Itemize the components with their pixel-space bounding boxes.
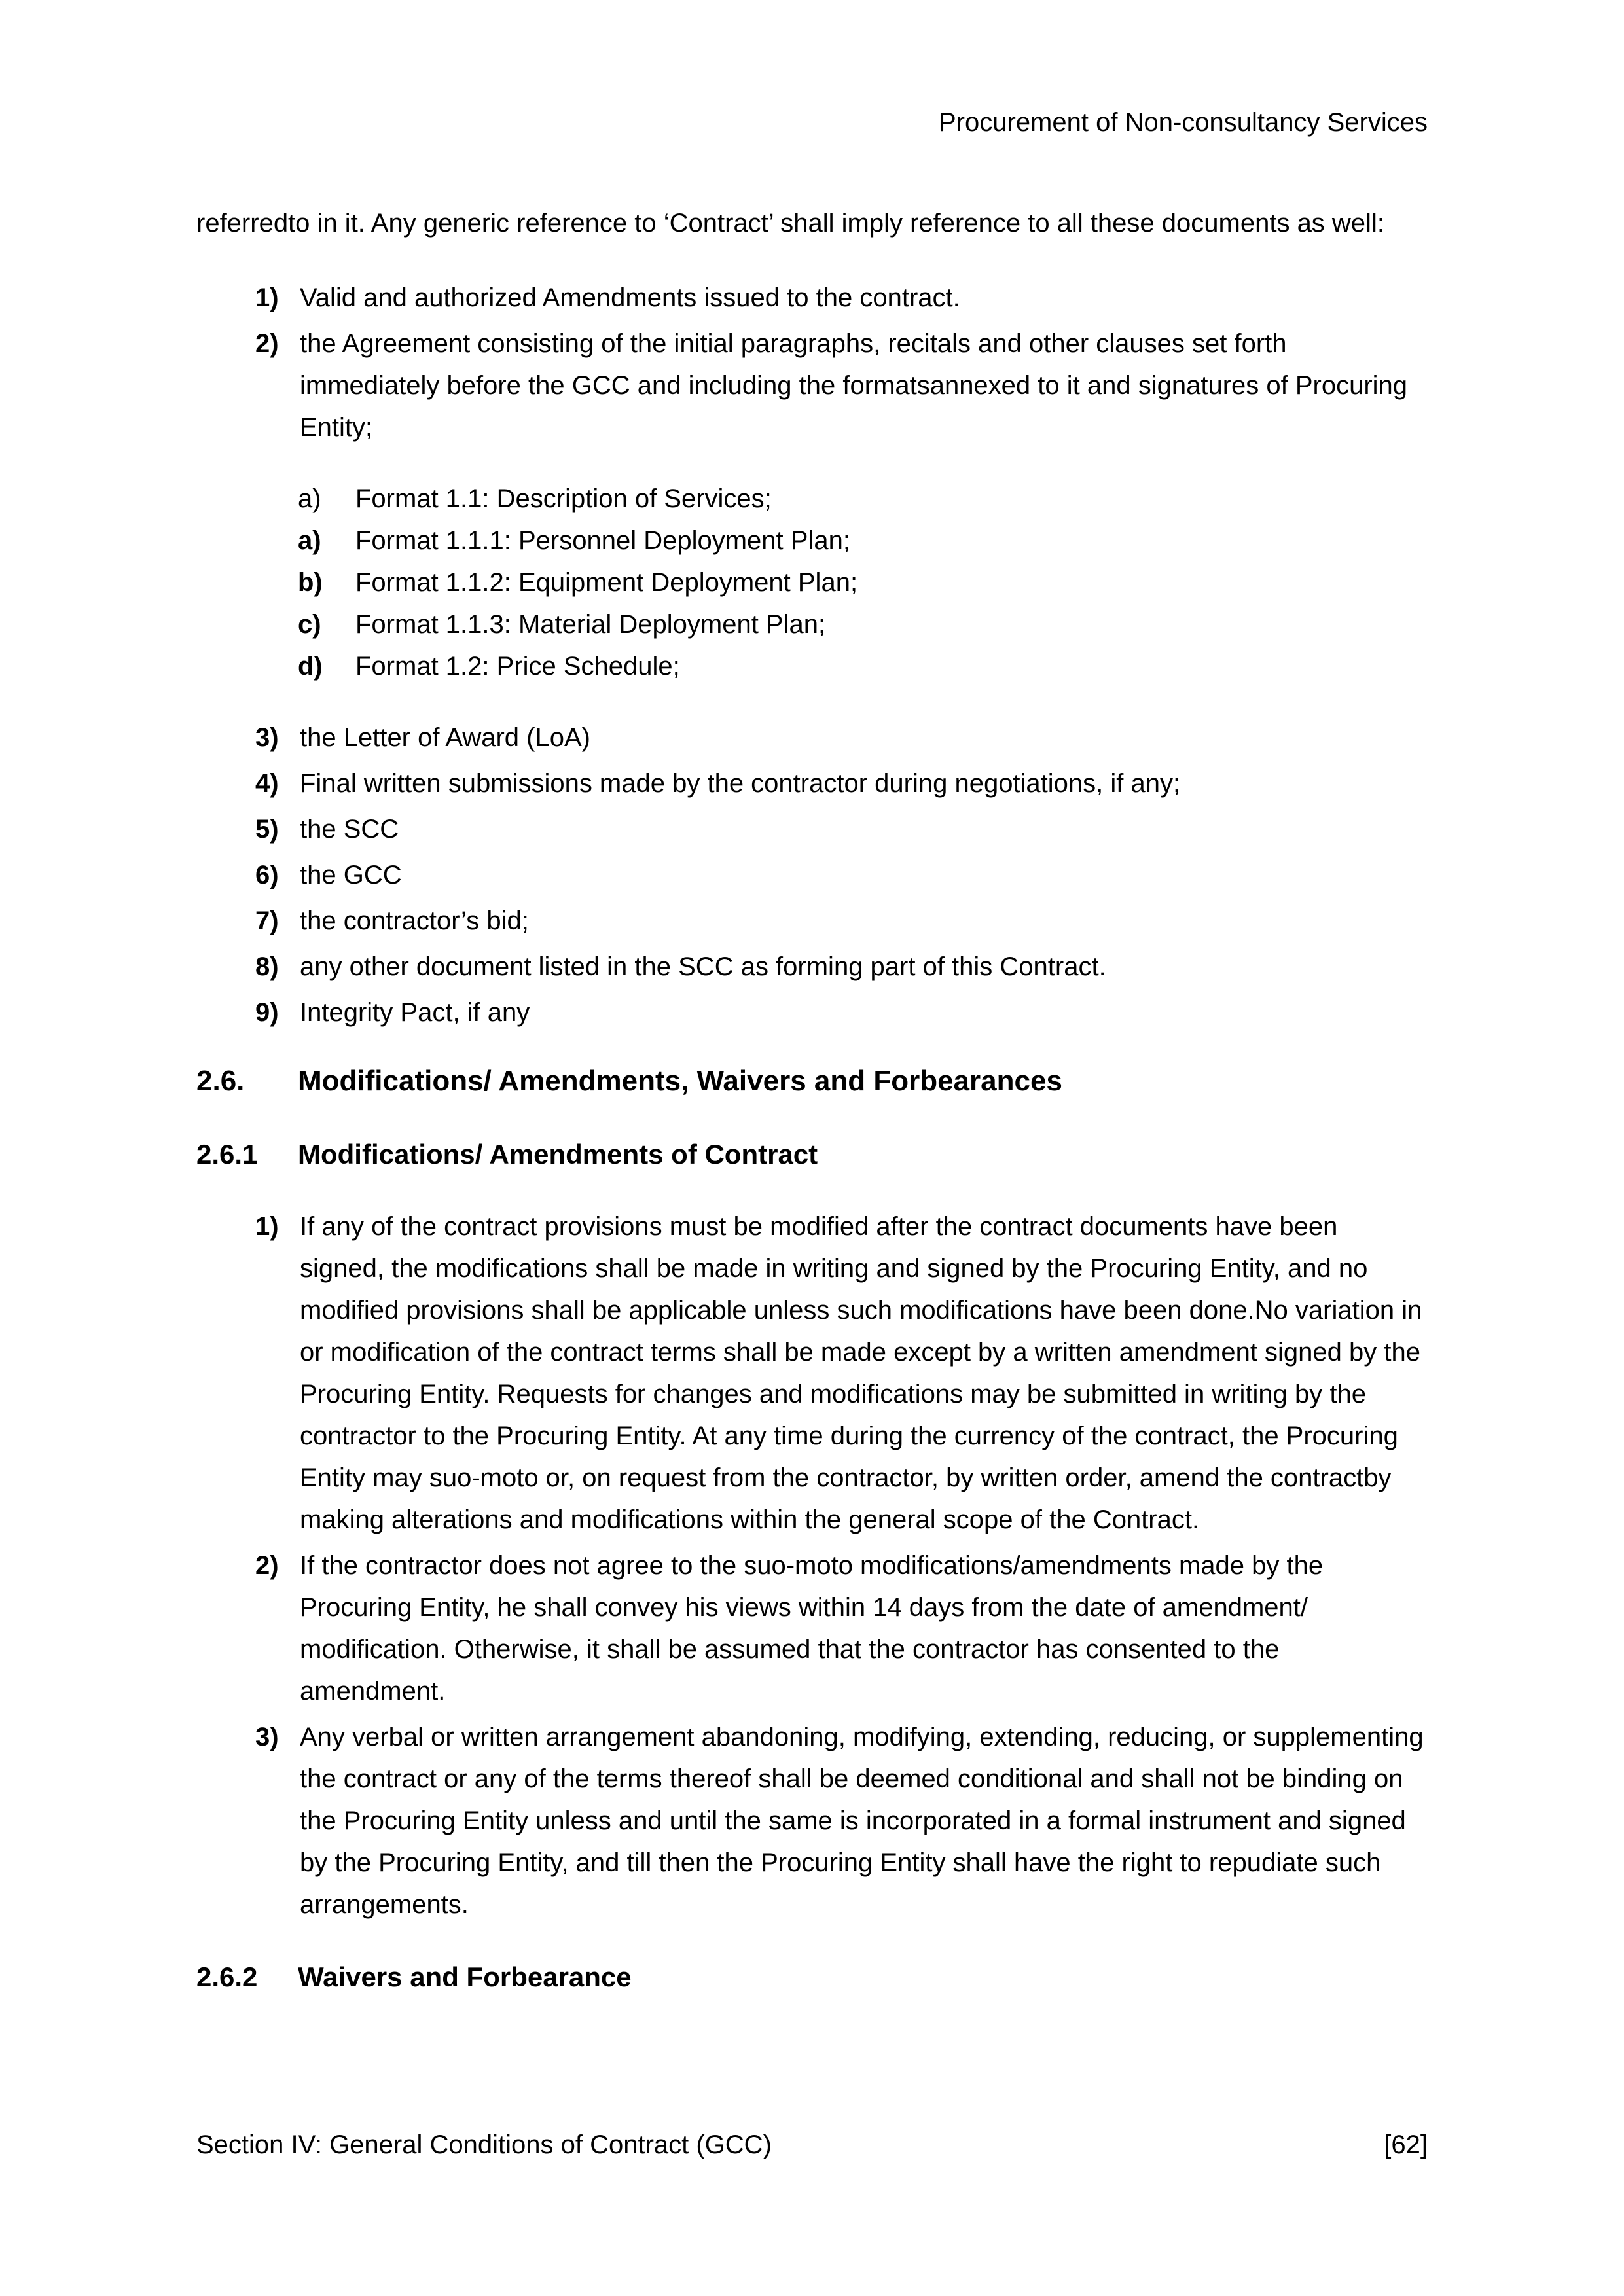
list-item: [255, 277, 1428, 319]
section-title: Modifications/ Amendments of Contract: [298, 1139, 818, 1170]
list-item-text: the SCC: [300, 815, 399, 844]
list-item-number: 7): [255, 906, 279, 935]
sublist-item: [298, 520, 1428, 562]
sublist-item-text: Format 1.1.1: Personnel Deployment Plan;: [355, 526, 850, 555]
list-item-text: Valid and authorized Amendments issued to the contract.: [300, 283, 960, 312]
list-item-text: Final written submissions made by the contractor during negotiations, if any;: [300, 769, 1181, 798]
list-item: [255, 854, 1428, 896]
sublist-item-text: Format 1.1: Description of Services;: [355, 484, 772, 513]
list-item-number: 4): [255, 769, 279, 798]
section-number: 2.6.: [196, 1065, 245, 1097]
section-heading-2-6-1: [196, 1132, 1428, 1176]
list-item-text: the contractor’s bid;: [300, 906, 529, 935]
footer-section-label: Section IV: General Conditions of Contract (GCC): [196, 2130, 772, 2159]
list-item-number: 2): [255, 329, 279, 358]
list-item-text: Integrity Pact, if any: [300, 998, 530, 1027]
sublist-item: [298, 562, 1428, 603]
section-number: 2.6.2: [196, 1962, 258, 1993]
list-item: [255, 717, 1428, 759]
footer-page-number: [62]: [1384, 2130, 1428, 2159]
sublist-item-text: Format 1.2: Price Schedule;: [355, 652, 680, 681]
contract-documents-list-part2: [196, 717, 1428, 1033]
sublist-item-letter: a): [298, 484, 321, 513]
sublist-item: [298, 645, 1428, 687]
list-item: [255, 1716, 1428, 1926]
list-item-text: the Agreement consisting of the initial paragraphs, recitals and other clauses set forth immediately before the GCC and including the formatsannexed to it and signatures of Procuring Entity;: [300, 329, 1408, 442]
list-item-number: 8): [255, 952, 279, 981]
list-item: [255, 946, 1428, 988]
sublist-item-text: Format 1.1.2: Equipment Deployment Plan;: [355, 568, 858, 597]
list-item-number: 3): [255, 723, 279, 752]
contract-documents-list-part1: [196, 277, 1428, 448]
list-item-number: 2): [255, 1551, 279, 1581]
list-item-number: 3): [255, 1723, 279, 1752]
sublist-item-letter: d): [298, 652, 323, 681]
list-item-text: any other document listed in the SCC as forming part of this Contract.: [300, 952, 1106, 981]
section-heading-2-6-2: [196, 1955, 1428, 1999]
list-item-number: 1): [255, 1212, 279, 1242]
list-item-number: 6): [255, 861, 279, 889]
list-item-text: Any verbal or written arrangement abandoning, modifying, extending, reducing, or supplementing the contract or any of the terms thereof shall be deemed conditional and shall not be binding on the Procuring Entity unless and until the same is incorporated in a formal instrument and signed by the Procuring Entity, and till then the Procuring Entity shall have the right to repudiate such arrangements.: [300, 1723, 1424, 1920]
sublist-item-letter: a): [298, 526, 321, 555]
list-item-text: the Letter of Award (LoA): [300, 723, 590, 752]
list-item: [255, 762, 1428, 804]
intro-paragraph: referredto in it. Any generic reference to ‘Contract’ shall imply reference to all these documents as well:: [196, 209, 1384, 238]
list-item-number: 1): [255, 283, 279, 312]
format-sublist: [196, 478, 1428, 687]
page-footer: [196, 2124, 1428, 2166]
list-item: [255, 1206, 1428, 1541]
list-item-text: If any of the contract provisions must be modified after the contract documents have been signed, the modifications shall be made in writing and signed by the Procuring Entity, and no modified provisions shall be applicable unless such modifications have been done.No variation in or modification of the contract terms shall be made except by a written amendment signed by the Procuring Entity. Requests for changes and modifications may be submitted in writing by the contractor to the Procuring Entity. At any time during the currency of the contract, the Procuring Entity may suo-moto or, on request from the contractor, by written order, amend the contractby making alterations and modifications within the general scope of the Contract.: [300, 1212, 1422, 1535]
list-item: [255, 992, 1428, 1033]
list-item: [255, 900, 1428, 942]
list-item-text: the GCC: [300, 861, 402, 889]
section-number: 2.6.1: [196, 1139, 258, 1170]
sublist-item: [298, 478, 1428, 520]
modifications-list: [196, 1206, 1428, 1926]
list-item: [255, 808, 1428, 850]
list-item-number: 9): [255, 998, 279, 1027]
list-item: [255, 1545, 1428, 1712]
list-item: [255, 323, 1428, 448]
sublist-item: [298, 603, 1428, 645]
section-title: Modifications/ Amendments, Waivers and Forbearances: [298, 1065, 1062, 1097]
page-header: [196, 101, 1428, 143]
list-item-text: If the contractor does not agree to the suo-moto modifications/amendments made by the Procuring Entity, he shall convey his views within 14 days from the date of amendment/ modification. Otherwise, it shall be assumed that the contractor has consented to the amendment.: [300, 1551, 1324, 1706]
sublist-item-letter: c): [298, 610, 321, 639]
sublist-item-text: Format 1.1.3: Material Deployment Plan;: [355, 610, 826, 639]
header-title: Procurement of Non-consultancy Services: [939, 108, 1428, 137]
section-heading-2-6: [196, 1060, 1428, 1103]
section-title: Waivers and Forbearance: [298, 1962, 632, 1993]
list-item-number: 5): [255, 815, 279, 844]
sublist-item-letter: b): [298, 568, 323, 597]
